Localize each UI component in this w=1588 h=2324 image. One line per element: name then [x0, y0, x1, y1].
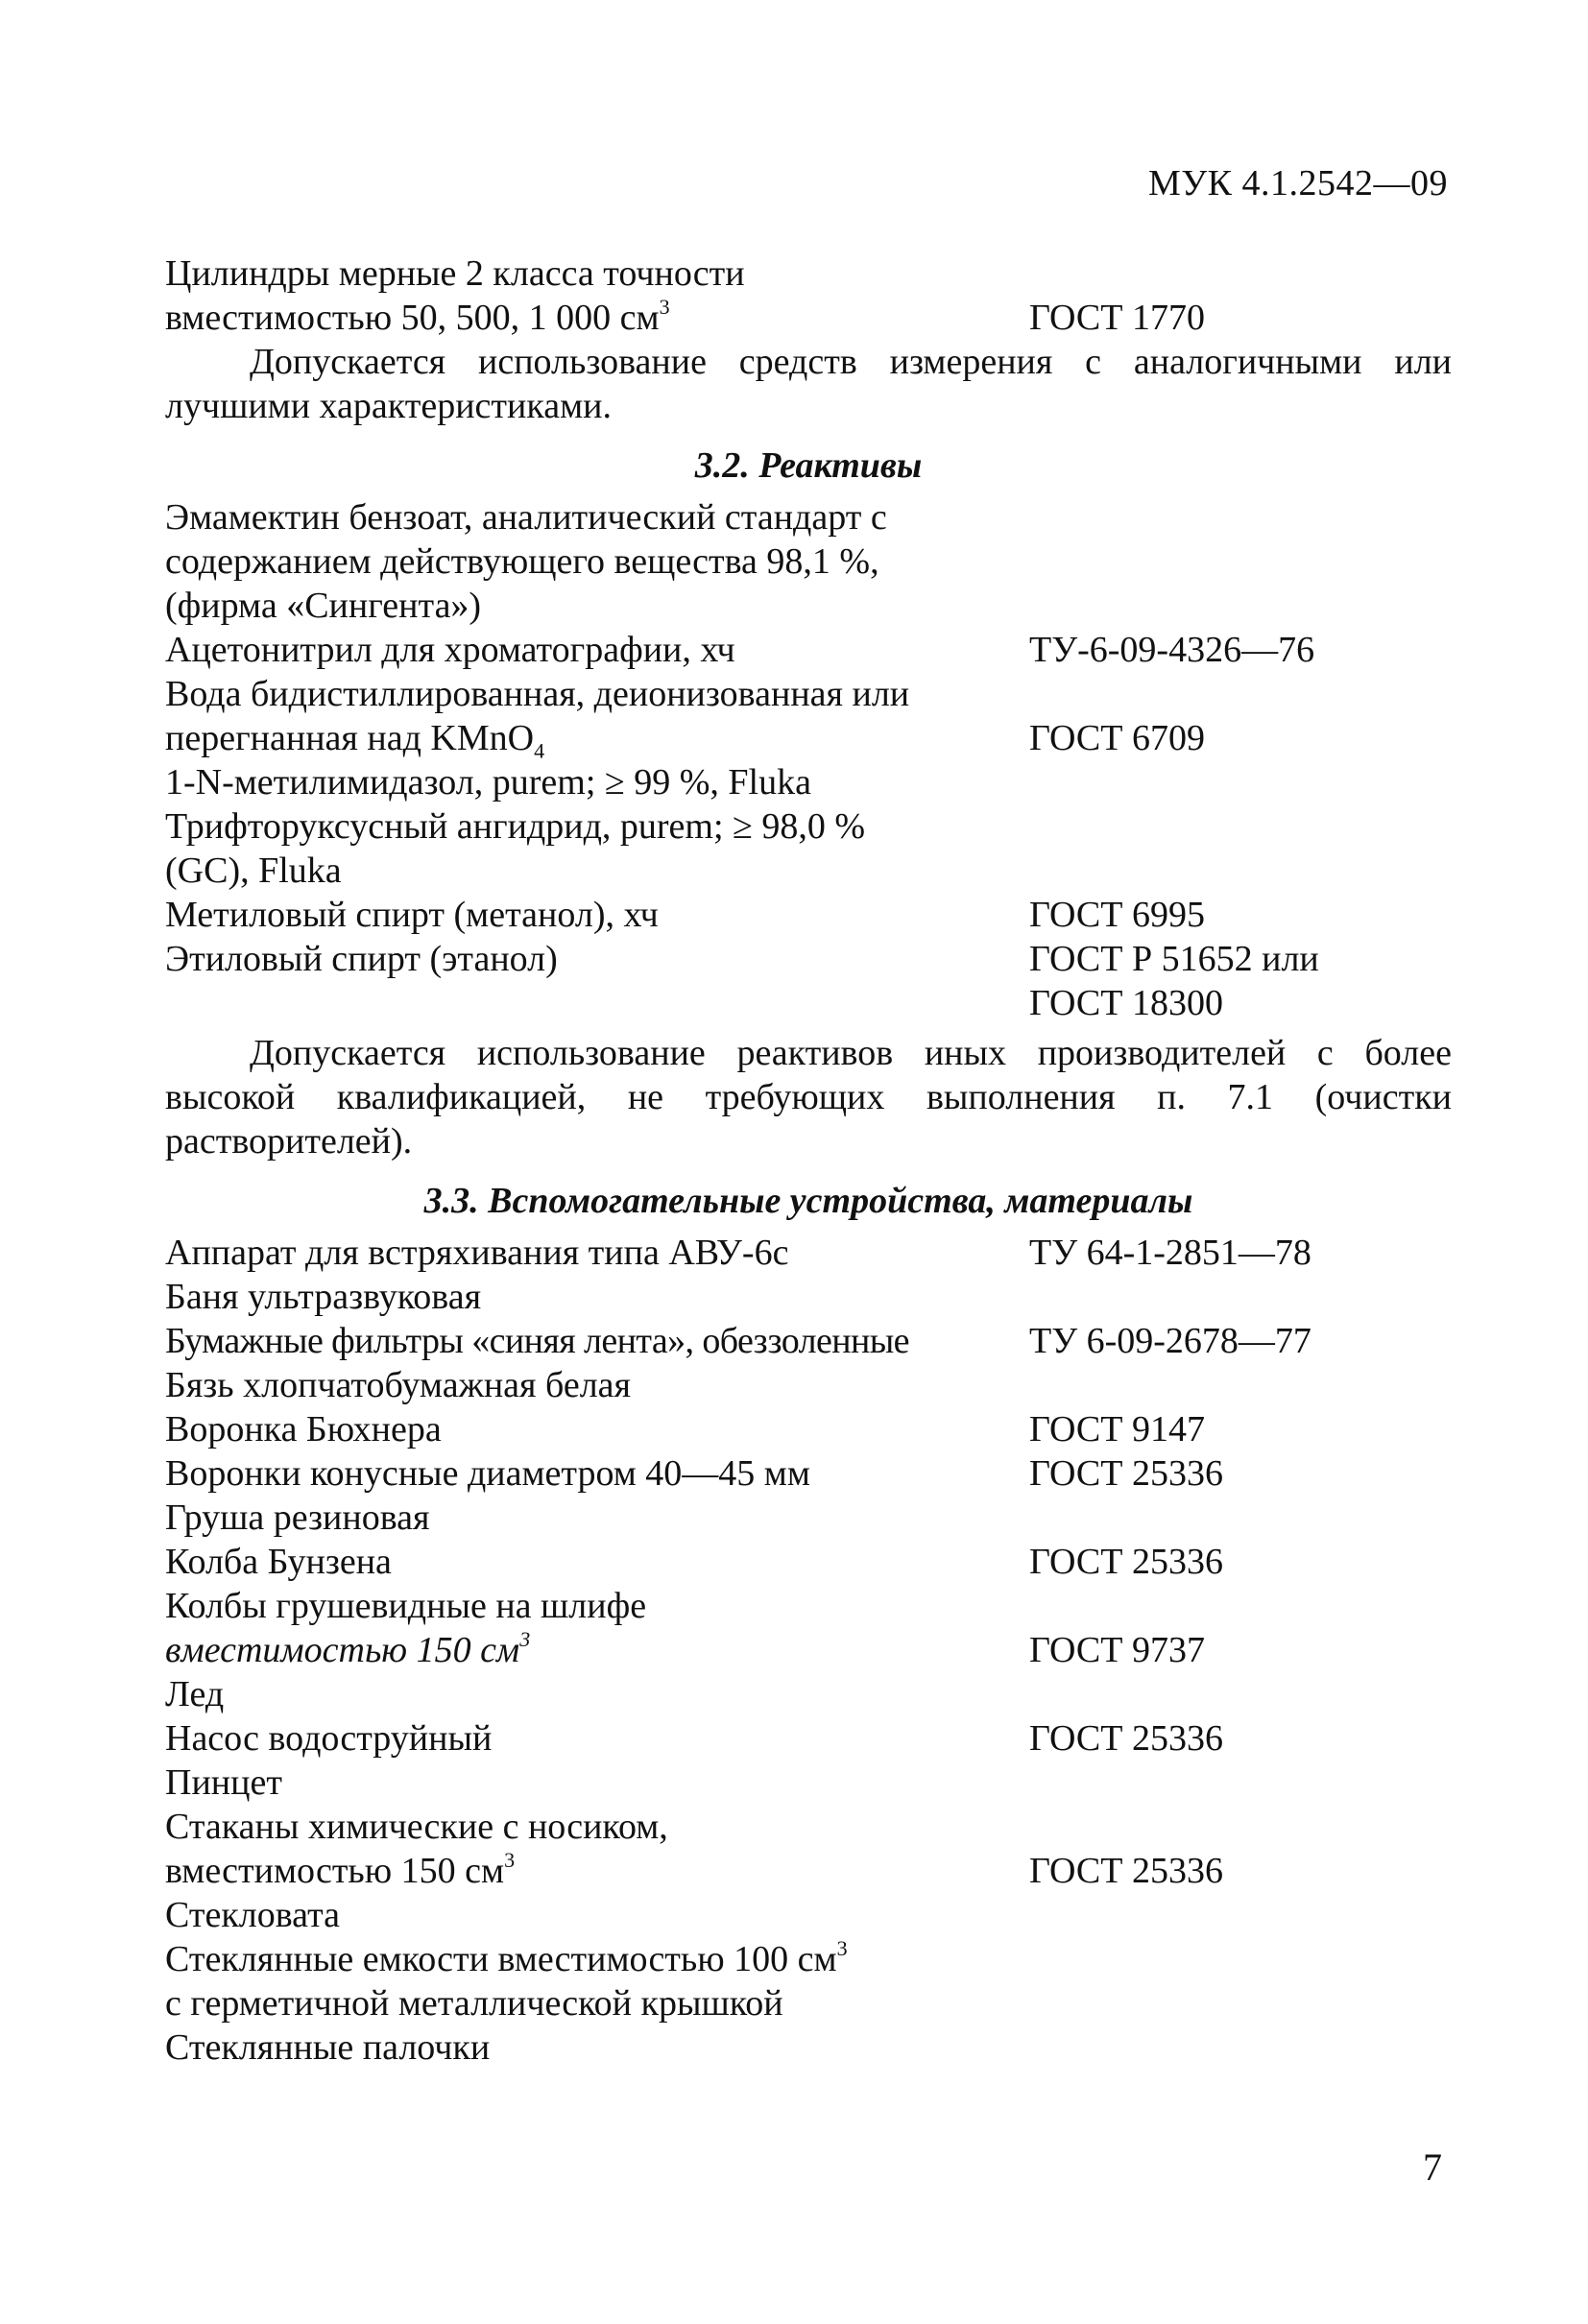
list-item-bath — [165, 1275, 1452, 1319]
item-text: Бязь хлопчатобумажная белая — [165, 1365, 632, 1405]
item-text: Этиловый спирт (этанол) — [165, 939, 558, 979]
list-item-funnels — [165, 1451, 1452, 1496]
standard-ref: ГОСТ 9737 — [1029, 1630, 1205, 1670]
item-text: вместимостью 150 см — [165, 1630, 520, 1670]
item-text: содержанием действующего вещества 98,1 %, — [165, 541, 879, 582]
item-text: Лед — [165, 1674, 225, 1714]
item-text: Колбы грушевидные на шлифе — [165, 1586, 647, 1626]
list-item-rods — [165, 2025, 1452, 2070]
item-text: Цилиндры мерные 2 класса точности — [165, 253, 745, 294]
list-item-emamectin — [165, 495, 1452, 628]
item-text: перегнанная над KMnO — [165, 718, 535, 758]
superscript: 3 — [504, 1848, 516, 1873]
list-item-buchner — [165, 1407, 1452, 1451]
item-text: вместимостью 50, 500, 1 000 см — [165, 298, 660, 338]
item-text: (GC), Fluka — [165, 851, 342, 891]
list-item-water — [165, 672, 1452, 763]
standard-ref: ТУ-6-09-4326—76 — [1029, 630, 1315, 670]
section-heading-devices: 3.3. Вспомогательные устройства, материалы — [423, 1181, 1193, 1221]
standard-ref: ГОСТ 6995 — [1029, 895, 1205, 935]
list-item-methylimidazole — [165, 760, 1452, 804]
item-text: Стеклянные емкости вместимостью 100 см — [165, 1939, 837, 1979]
standard-ref: ГОСТ 25336 — [1029, 1851, 1223, 1891]
list-item-filters — [165, 1319, 1452, 1363]
item-text: Груша резиновая — [165, 1497, 430, 1538]
item-text: Стаканы химические с носиком, — [165, 1807, 668, 1847]
item-text: Колба Бунзена — [165, 1542, 392, 1582]
list-item-bulb — [165, 1496, 1452, 1540]
superscript: 3 — [836, 1936, 848, 1961]
list-item-bunsen — [165, 1540, 1452, 1584]
superscript: 3 — [519, 1627, 531, 1652]
item-text: (фирма «Сингента») — [165, 586, 482, 626]
list-item-calico — [165, 1363, 1452, 1407]
running-header: МУК 4.1.2542—09 — [1147, 163, 1448, 204]
standard-ref: ТУ 6-09-2678—77 — [1029, 1321, 1311, 1361]
standard-ref: ГОСТ 25336 — [1029, 1718, 1223, 1759]
item-text: Насос водоструйный — [165, 1718, 493, 1759]
list-item-beakers — [165, 1805, 1452, 1893]
superscript: 3 — [659, 295, 670, 320]
standard-ref: ГОСТ 6709 — [1029, 718, 1205, 758]
item-text: Аппарат для встряхивания типа АВУ-6с — [165, 1233, 789, 1273]
item-text: Стеклянные палочки — [165, 2027, 491, 2068]
list-item-glasswool — [165, 1893, 1452, 1937]
list-item-cylinders — [165, 252, 1452, 340]
list-item-shaker — [165, 1231, 1452, 1275]
item-text: Метиловый спирт (метанол), хч — [165, 895, 659, 935]
list-item-pearflasks — [165, 1584, 1452, 1672]
item-text: вместимостью 150 см — [165, 1851, 505, 1891]
note-paragraph: Допускается использование реактивов иных производителей с более высокой квалификацией, не требующих выполнения п. 7.1 (очистки растворителей). — [165, 1033, 1452, 1162]
subscript: 4 — [534, 738, 545, 763]
standard-ref: ГОСТ 25336 — [1029, 1453, 1223, 1494]
page-number: 7 — [1423, 2145, 1442, 2189]
item-text: Эмамектин бензоат, аналитический стандарт с — [165, 497, 887, 538]
item-text: Ацетонитрил для хроматографии, хч — [165, 630, 735, 670]
note-paragraph: Допускается использование средств измерения с аналогичными или лучшими характеристиками. — [165, 342, 1452, 426]
item-text: Вода бидистиллированная, деионизованная или — [165, 674, 910, 714]
list-item-ethanol — [165, 937, 1452, 1025]
standard-ref: ГОСТ 25336 — [1029, 1542, 1223, 1582]
list-item-pump — [165, 1716, 1452, 1761]
page-content — [165, 252, 1452, 2070]
item-text: 1-N-метилимидазол, purem; ≥ 99 %, Fluka — [165, 762, 811, 803]
item-text: Воронка Бюхнера — [165, 1409, 442, 1450]
item-text: Пинцет — [165, 1762, 282, 1803]
list-item-ice — [165, 1672, 1452, 1716]
list-item-containers — [165, 1937, 1452, 2025]
item-text: Баня ультразвуковая — [165, 1277, 482, 1317]
list-item-acetonitrile — [165, 628, 1452, 672]
list-item-methanol — [165, 893, 1452, 937]
standard-ref: ГОСТ 1770 — [1029, 298, 1205, 338]
standard-ref: ГОСТ 9147 — [1029, 1409, 1205, 1450]
item-text: Воронки конусные диаметром 40—45 мм — [165, 1453, 810, 1494]
item-text: Трифторуксусный ангидрид, purem; ≥ 98,0 % — [165, 806, 866, 847]
standard-ref: ГОСТ 18300 — [1029, 983, 1223, 1023]
standard-ref: ТУ 64-1-2851—78 — [1029, 1233, 1311, 1273]
standard-ref: ГОСТ Р 51652 или — [1029, 939, 1319, 979]
section-heading-reagents: 3.2. Реактивы — [694, 445, 923, 486]
list-item-tfaa — [165, 804, 1452, 893]
item-text: Бумажные фильтры «синяя лента», обеззоленные — [165, 1321, 909, 1361]
list-item-tweezers — [165, 1761, 1452, 1805]
item-text: с герметичной металлической крышкой — [165, 1983, 783, 2024]
item-text: Стекловата — [165, 1895, 341, 1935]
